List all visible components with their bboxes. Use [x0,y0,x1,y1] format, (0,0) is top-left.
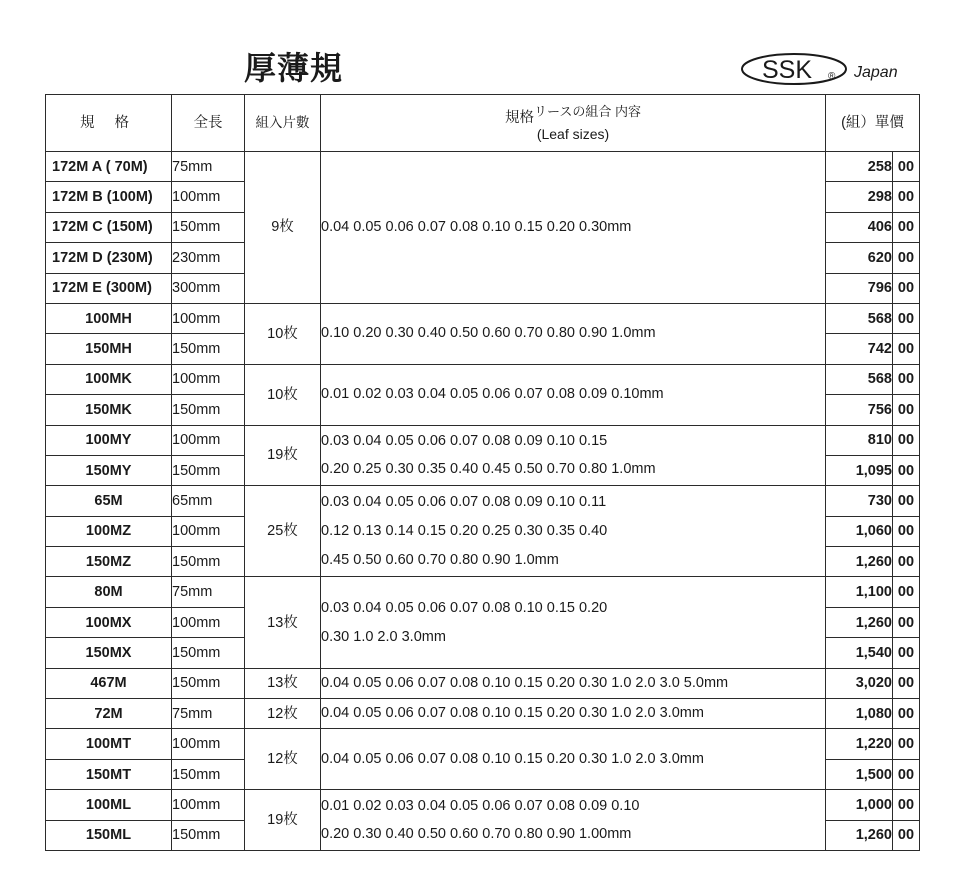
model-cell: 80M [46,577,172,607]
length-cell: 65mm [172,486,245,516]
header-length: 全長 [172,95,245,152]
model-cell: 100MZ [46,516,172,546]
model-cell: 172M E (300M) [46,273,172,303]
count-cell: 12枚 [245,699,321,729]
leaf-sizes-cell [321,668,826,698]
length-cell: 100mm [172,425,245,455]
leaf-sizes-cell [321,486,826,577]
leaf-sizes-cell [321,699,826,729]
count-cell: 10枚 [245,364,321,425]
length-cell: 100mm [172,729,245,759]
length-cell: 100mm [172,303,245,333]
price-cents-cell: 00 [893,820,920,850]
leaf-sizes-line: 0.03 0.04 0.05 0.06 0.07 0.08 0.10 0.15 0.20 [321,599,608,616]
price-cents-cell: 00 [893,547,920,577]
price-cents-cell: 00 [893,334,920,364]
price-cell: 1,260 [826,607,893,637]
price-cell: 1,000 [826,790,893,820]
table-row [46,699,920,729]
model-cell: 100MX [46,607,172,637]
leaf-sizes-line: 0.04 0.05 0.06 0.07 0.08 0.10 0.15 0.20 0.30 1.0 2.0 3.0 5.0mm [321,674,729,691]
length-cell: 100mm [172,607,245,637]
model-cell: 150MX [46,638,172,668]
count-cell: 19枚 [245,790,321,851]
table-row [46,486,920,516]
leaf-sizes-line: 0.03 0.04 0.05 0.06 0.07 0.08 0.09 0.10 0.15 [321,433,608,450]
price-cents-cell: 00 [893,790,920,820]
price-cents-cell: 00 [893,273,920,303]
leaf-sizes-line: 0.04 0.05 0.06 0.07 0.08 0.10 0.15 0.20 0.30 1.0 2.0 3.0mm [321,750,704,767]
leaf-sizes-line: 0.03 0.04 0.05 0.06 0.07 0.08 0.09 0.10 0.11 [321,493,607,510]
model-cell: 100MT [46,729,172,759]
price-cell: 568 [826,364,893,394]
count-cell: 19枚 [245,425,321,486]
table-row [46,790,920,820]
model-cell: 65M [46,486,172,516]
price-cell: 756 [826,395,893,425]
page-title: 厚薄規 [244,49,344,87]
price-cents-cell: 00 [893,212,920,242]
length-cell: 75mm [172,577,245,607]
length-cell: 150mm [172,212,245,242]
length-cell: 150mm [172,334,245,364]
price-cents-cell: 00 [893,395,920,425]
price-cell: 1,080 [826,699,893,729]
length-cell: 75mm [172,152,245,182]
count-cell: 13枚 [245,577,321,668]
header-leaf-sizes [321,95,826,152]
leaf-sizes-cell [321,152,826,304]
price-cents-cell: 00 [893,729,920,759]
price-cell: 730 [826,486,893,516]
price-cell: 1,540 [826,638,893,668]
leaf-sizes-cell [321,303,826,364]
model-cell: 172M B (100M) [46,182,172,212]
leaf-sizes-line: 0.04 0.05 0.06 0.07 0.08 0.10 0.15 0.20 0.30 1.0 2.0 3.0mm [321,705,704,722]
model-cell: 467M [46,668,172,698]
model-cell: 172M D (230M) [46,243,172,273]
table-row [46,577,920,607]
leaf-sizes-cell [321,364,826,425]
length-cell: 100mm [172,364,245,394]
price-cell: 1,500 [826,759,893,789]
leaf-sizes-cell [321,577,826,668]
price-cents-cell: 00 [893,759,920,789]
price-cell: 1,220 [826,729,893,759]
leaf-sizes-cell [321,790,826,851]
price-cell: 3,020 [826,668,893,698]
price-cell: 1,260 [826,820,893,850]
length-cell: 230mm [172,243,245,273]
table-row [46,152,920,182]
model-cell: 100MY [46,425,172,455]
model-cell: 100ML [46,790,172,820]
price-cents-cell: 00 [893,638,920,668]
price-cell: 796 [826,273,893,303]
leaf-sizes-line: 0.45 0.50 0.60 0.70 0.80 0.90 1.0mm [321,551,559,568]
model-cell: 150ML [46,820,172,850]
model-cell: 150MY [46,455,172,485]
spec-table [45,94,920,851]
table-row [46,668,920,698]
price-cents-cell: 00 [893,425,920,455]
price-cents-cell: 00 [893,243,920,273]
price-cents-cell: 00 [893,303,920,333]
length-cell: 150mm [172,547,245,577]
price-cell: 258 [826,152,893,182]
model-cell: 100MH [46,303,172,333]
header-price: (組）單價 [826,95,920,152]
count-cell: 12枚 [245,729,321,790]
price-cell: 1,260 [826,547,893,577]
price-cents-cell: 00 [893,607,920,637]
price-cell: 1,095 [826,455,893,485]
price-cell: 568 [826,303,893,333]
leaf-sizes-line: 0.20 0.25 0.30 0.35 0.40 0.45 0.50 0.70 0.80 1.0mm [321,461,656,478]
header-leaf-en: (Leaf sizes) [536,126,610,142]
price-cell: 620 [826,243,893,273]
leaf-sizes-cell [321,729,826,790]
model-cell: 150MT [46,759,172,789]
price-cents-cell: 00 [893,455,920,485]
ssk-logo [740,52,850,86]
header-leaf-main: リースの組合 内容 [534,104,641,119]
model-cell: 172M A ( 70M) [46,152,172,182]
table-row [46,425,920,455]
leaf-sizes-line: 0.12 0.13 0.14 0.15 0.20 0.25 0.30 0.35 0.40 [321,522,608,539]
count-cell: 25枚 [245,486,321,577]
price-cents-cell: 00 [893,699,920,729]
price-cents-cell: 00 [893,152,920,182]
header-leaf-prefix: 規格 [505,110,535,126]
price-cell: 1,100 [826,577,893,607]
count-cell: 9枚 [245,152,321,304]
count-cell: 10枚 [245,303,321,364]
length-cell: 100mm [172,790,245,820]
length-cell: 150mm [172,759,245,789]
price-cents-cell: 00 [893,486,920,516]
table-row [46,303,920,333]
length-cell: 75mm [172,699,245,729]
price-cell: 298 [826,182,893,212]
model-cell: 100MK [46,364,172,394]
price-cents-cell: 00 [893,577,920,607]
model-cell: 72M [46,699,172,729]
registered-mark: ® [828,71,836,82]
model-cell: 150MZ [46,547,172,577]
price-cents-cell: 00 [893,516,920,546]
length-cell: 300mm [172,273,245,303]
leaf-sizes-line: 0.20 0.30 0.40 0.50 0.60 0.70 0.80 0.90 1.00mm [321,826,632,843]
length-cell: 100mm [172,182,245,212]
price-cell: 742 [826,334,893,364]
length-cell: 150mm [172,820,245,850]
table-row [46,364,920,394]
leaf-sizes-line: 0.01 0.02 0.03 0.04 0.05 0.06 0.07 0.08 0.09 0.10mm [321,386,664,403]
length-cell: 150mm [172,638,245,668]
length-cell: 100mm [172,516,245,546]
model-cell: 172M C (150M) [46,212,172,242]
table-row [46,729,920,759]
model-cell: 150MH [46,334,172,364]
logo-country: Japan [854,64,898,81]
leaf-sizes-line: 0.04 0.05 0.06 0.07 0.08 0.10 0.15 0.20 0.30mm [321,218,632,235]
leaf-sizes-line: 0.30 1.0 2.0 3.0mm [321,628,446,645]
leaf-sizes-line: 0.01 0.02 0.03 0.04 0.05 0.06 0.07 0.08 0.09 0.10 [321,798,640,815]
logo-text: SSK [762,56,813,84]
length-cell: 150mm [172,455,245,485]
header-count: 組入片數 [245,95,321,152]
model-cell: 150MK [46,395,172,425]
count-cell: 13枚 [245,668,321,698]
price-cell: 1,060 [826,516,893,546]
price-cents-cell: 00 [893,182,920,212]
price-cell: 406 [826,212,893,242]
price-cell: 810 [826,425,893,455]
leaf-sizes-line: 0.10 0.20 0.30 0.40 0.50 0.60 0.70 0.80 0.90 1.0mm [321,325,656,342]
price-cents-cell: 00 [893,668,920,698]
length-cell: 150mm [172,668,245,698]
length-cell: 150mm [172,395,245,425]
leaf-sizes-cell [321,425,826,486]
price-cents-cell: 00 [893,364,920,394]
header-spec: 規 格 [46,95,172,152]
header-row [46,95,920,152]
